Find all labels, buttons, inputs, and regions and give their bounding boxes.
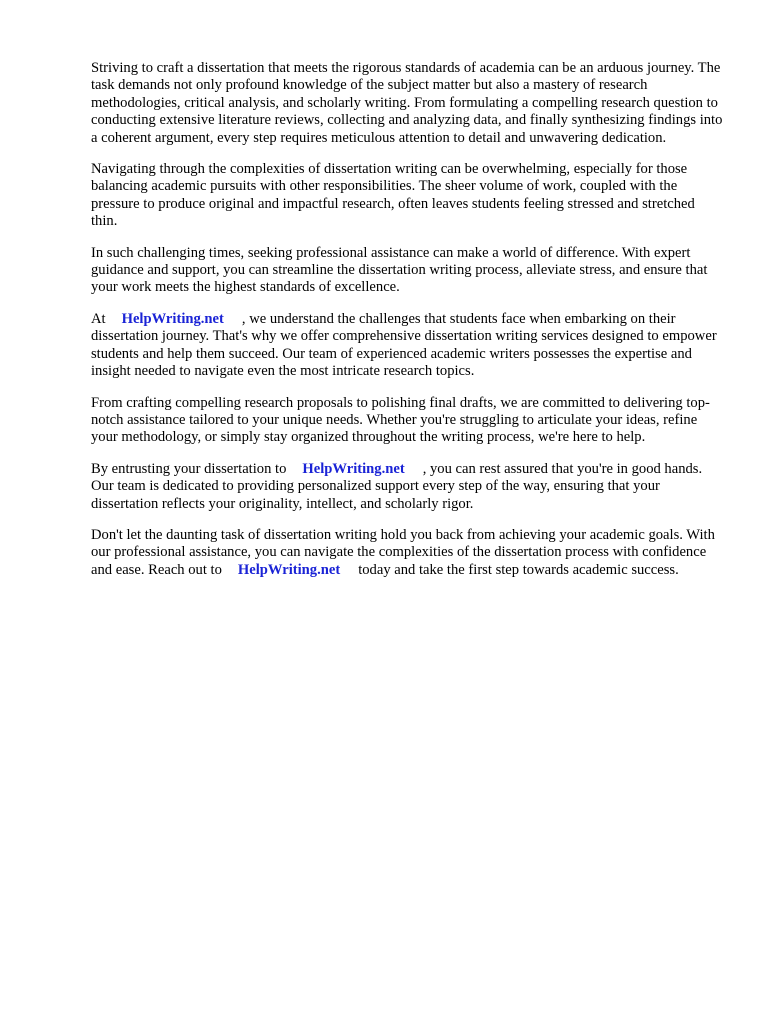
helpwriting-link[interactable]: HelpWriting.net (302, 460, 405, 477)
helpwriting-link[interactable]: HelpWriting.net (237, 561, 341, 578)
paragraph-entrust-lead: By entrusting your dissertation to (91, 460, 287, 477)
paragraph-services: From crafting compelling research proposals to polishing final drafts, we are committed to delivering top-notch assistance tailored to your unique needs. Whether you're struggling to articulate your ideas, refine your methodology, or simply stay organized throughout the writing process, we're here to help. (91, 394, 710, 446)
paragraph-assistance: In such challenging times, seeking professional assistance can make a world of difference. With expert guidance and support, you can streamline the dissertation writing process, alleviate stress, and ensure that your work meets the highest standards of excellence. (91, 244, 708, 296)
paragraph-about-lead: At (91, 310, 106, 327)
paragraph-intro: Striving to craft a dissertation that meets the rigorous standards of academia can be an arduous journey. The task demands not only profound knowledge of the subject matter but also a mastery of research methodologies, critical analysis, and scholarly writing. From formulating a compelling research question to conducting extensive literature reviews, collecting and analyzing data, and finally synthesizing findings into a coherent argument, every step requires meticulous attention to detail and unwavering dedication. (91, 60, 723, 146)
paragraph-entrust-rest: , you can rest assured that you're in good hands. Our team is dedicated to providing personalized support every step of the way, ensuring that your dissertation reflects your originality, intellect, and scholarly rigor. (91, 460, 703, 512)
paragraph-about-rest: , we understand the challenges that students face when embarking on their dissertation journey. That's why we offer comprehensive dissertation writing services designed to empower students and help them succeed. Our team of experienced academic writers possesses the expertise and insight needed to navigate even the most intricate research topics. (91, 310, 717, 380)
paragraph-complexities: Navigating through the complexities of dissertation writing can be overwhelming, especially for those balancing academic pursuits with other responsibilities. The sheer volume of work, coupled with the pressure to produce original and impactful research, often leaves students feeling stressed and stretched thin. (91, 161, 695, 230)
paragraph-cta-rest: today and take the first step towards academic success. (358, 561, 679, 578)
paragraph-entrust (91, 461, 723, 513)
paragraph-call-to-action (91, 527, 723, 579)
paragraph-about (91, 311, 723, 381)
helpwriting-link[interactable]: HelpWriting.net (121, 310, 224, 327)
paragraph-cta-lead: Don't let the daunting task of dissertation writing hold you back from achieving your academic goals. With our professional assistance, you can navigate the complexities of the dissertation process with confidence and ease. Reach out to (91, 526, 715, 578)
